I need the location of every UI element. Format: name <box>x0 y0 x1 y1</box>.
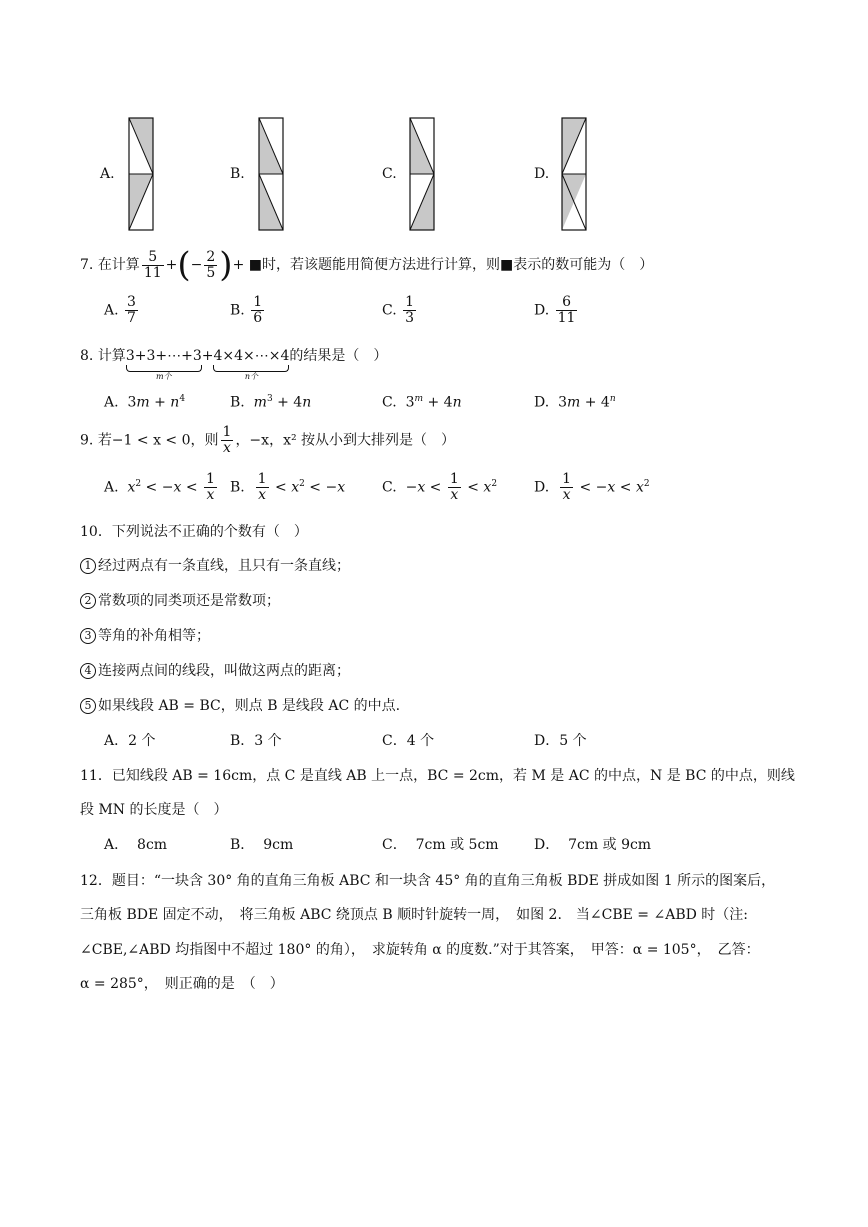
q12-line-2: 三角板 BDE 固定不动， 将三角板 ABC 绕顶点 B 顺时针旋转一周， 如图 2. 当∠CBE = ∠ABD 时（注: <box>80 907 748 923</box>
q10-option-d: D．5 个 <box>534 733 587 749</box>
q10-option-b: B．3 个 <box>230 733 282 749</box>
q8-option-c: C. $3^m + 4n$ <box>382 394 462 411</box>
q7-f2-den: 5 <box>206 264 216 281</box>
q7-f2-num: 2 <box>206 248 216 265</box>
q11-option-a: A． 8cm <box>104 837 168 853</box>
q7-f1-num: 5 <box>142 250 164 266</box>
q6-option-d-label: D. <box>534 166 550 182</box>
q10-item-3: 3 等角的补角相等； <box>80 625 210 645</box>
q9-option-c: C. −x < $\frac{1}{x}$ < $x^2$ <box>382 471 498 503</box>
q11-option-d: D． 7cm 或 9cm <box>534 837 652 853</box>
q6-option-a-label: A. <box>100 166 115 182</box>
q8-option-b: B. $m^3 + 4n$ <box>230 394 312 411</box>
q11-line-2: 段 MN 的长度是（ ） <box>80 802 228 818</box>
q11-line-1: 11．已知线段 AB = 16cm，点 C 是直线 AB 上一点，BC = 2cm，若 M 是 AC 的中点，N 是 BC 的中点，则线 <box>80 768 795 784</box>
q10-title: 10．下列说法不正确的个数有（ ） <box>80 524 308 540</box>
q9-number: 9. <box>80 432 94 449</box>
q10-option-c: C．4 个 <box>382 733 435 749</box>
q6-option-d-figure <box>561 117 587 231</box>
q12-line-4: α = 285°， 则正确的是 （ ） <box>80 976 284 992</box>
q7-number: 7. <box>80 257 94 273</box>
q12-line-1: 12．题目：“一块含 30° 角的直角三角板 ABC 和一块含 45° 角的直角三角板 BDE 拼成如图 1 所示的图案后， <box>80 873 776 889</box>
q8-post: 的结果是（ ） <box>289 348 388 364</box>
q7-pre: 在计算 <box>97 257 140 273</box>
q7-post: + ■时，若该题能用简便方法进行计算，则■表示的数可能为（ ） <box>232 257 654 273</box>
q9-option-b: B. $\frac{1}{x}$ < $x^2 < -x$ <box>230 471 346 503</box>
q7-option-b: B. $\frac{1}{6}$ <box>230 294 263 326</box>
q8-option-a: A. $3m + n^4$ <box>104 394 186 411</box>
q11-option-b: B． 9cm <box>230 837 294 853</box>
q8-option-d: D. $3m + 4^n$ <box>534 394 616 411</box>
q8-number: 8. <box>80 348 94 364</box>
q7-f1-den: 11 <box>143 264 162 281</box>
q11-option-c: C． 7cm 或 5cm <box>382 837 499 853</box>
q7-option-c: C. $\frac{1}{3}$ <box>382 294 415 326</box>
q6-option-a-figure <box>128 117 154 231</box>
q7-option-a: A. $\frac{3}{7}$ <box>104 294 136 326</box>
q10-item-5: 5 如果线段 AB = BC，则点 B 是线段 AC 的中点. <box>80 695 400 715</box>
q8-stem: 8. 计算3+3+⋯+3 m个 +4×4×⋯×4 n个 的结果是（ ） <box>80 348 388 381</box>
q9-option-d: D. $\frac{1}{x}$ < $-x < x^2$ <box>534 471 650 503</box>
q10-item-1: 1 经过两点有一条直线，且只有一条直线； <box>80 555 350 575</box>
q9-pre: 若−1 < x < 0，则 <box>97 432 219 449</box>
q7-minus: − <box>190 257 203 273</box>
q9-mid: ，−x，x² 按从小到大排列是（ ） <box>235 432 456 449</box>
q8-brace-1: 3+3+⋯+3 m个 <box>125 348 202 381</box>
q7-option-d: D. $\frac{6}{11}$ <box>534 294 576 326</box>
q10-item-2: 2 常数项的同类项还是常数项； <box>80 590 280 610</box>
q7-fraction-1 <box>142 250 164 281</box>
q7-fraction-2 <box>204 250 217 281</box>
q9-option-a: A. $x^2 < -x$ < $\frac{1}{x}$ <box>104 471 215 503</box>
q8-brace-2: 4×4×⋯×4 n个 <box>213 348 290 381</box>
q7-plus: + <box>165 257 178 273</box>
q10-option-a: A．2 个 <box>104 733 156 749</box>
q6-option-b-figure <box>258 117 284 231</box>
q9-stem: 9. 若−1 < x < 0，则 $\frac{1}{x}$ ，−x，x² 按从小到大排列是（ ） <box>80 424 456 456</box>
q8-pre: 计算 <box>97 348 126 364</box>
q6-option-b-label: B. <box>230 166 245 182</box>
q10-item-4: 4 连接两点间的线段，叫做这两点的距离； <box>80 660 350 680</box>
q6-option-c-label: C. <box>382 166 397 182</box>
q6-option-c-figure <box>409 117 435 231</box>
q12-line-3: ∠CBE,∠ABD 均指图中不超过 180° 的角）， 求旋转角 α 的度数.”对于其答案， 甲答：α = 105°， 乙答： <box>80 942 760 958</box>
q7-stem: 7. 在计算 $\frac{5}{11}$ +(− $\frac{2}{5}$ )+ ■时，若该题能用简便方法进行计算，则■表示的数可能为（ ） <box>80 245 654 285</box>
